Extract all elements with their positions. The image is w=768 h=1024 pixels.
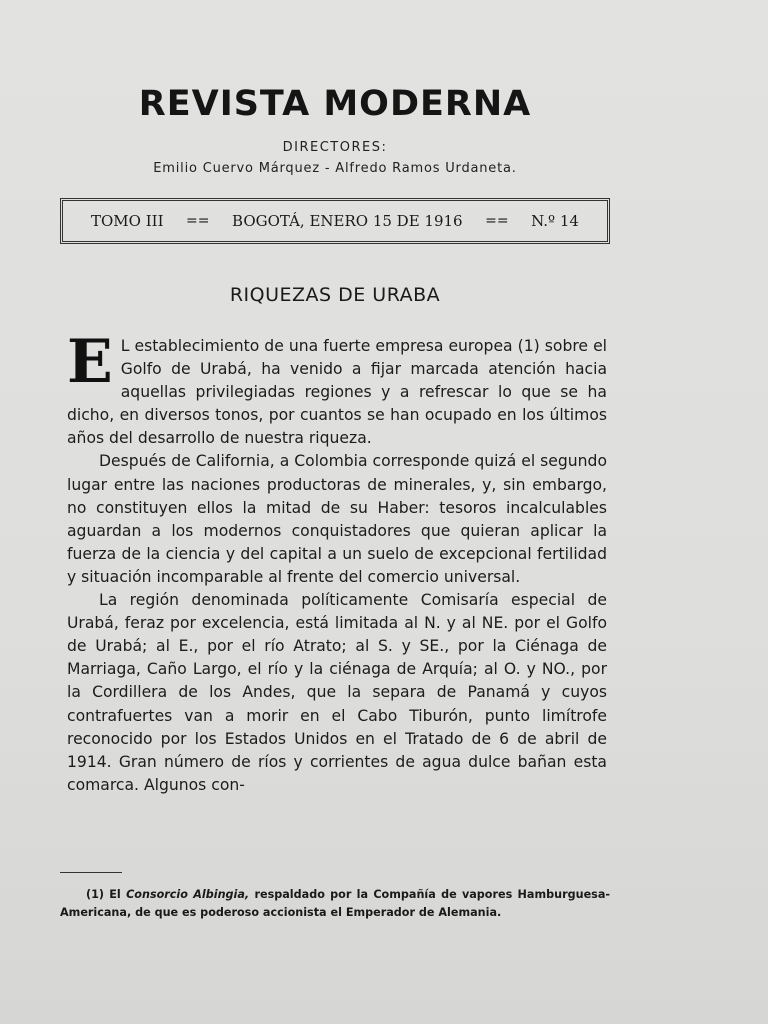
issue-info-box: [60, 198, 610, 244]
paragraph: [67, 327, 607, 450]
masthead: [60, 78, 610, 176]
paragraph: La región denominada políticamente Comisaría especial de Urabá, feraz por excelencia, está limitada al N. y al NE. por el Golfo de Urabá; al E., por el río Atrato; al S. y SE., por la Ciénaga de Marriaga, Caño Largo, el río y la ciénaga de Arquía; al O. y NO., por la Cordillera de los Andes, que la separa de Panamá y cuyos contrafuertes van a morir en el Cabo Tiburón, punto limítrofe reconocido por los Estados Unidos en el Tratado de 6 de abril de 1914. Gran número de ríos y corrientes de agua dulce bañan esta comarca. Algunos con-: [67, 591, 607, 794]
volume-label: TOMO III: [91, 212, 164, 230]
footnote: [60, 886, 610, 922]
article-body: [67, 327, 607, 797]
separator: ==: [186, 213, 210, 229]
paragraph: Después de California, a Colombia corresponde quizá el segundo lugar entre las naciones productoras de minerales, y, sin embargo, no constituyen ellos la mitad de su Haber: tesoros incalculables aguardan a los modernos conquistadores que quieran aplicar la fuerza de la ciencia y del capital a un suelo de excepcional fertilidad y situación incomparable al frente del comercio universal.: [67, 452, 607, 586]
place-date: BOGOTÁ, ENERO 15 DE 1916: [232, 212, 463, 230]
issue-number: N.º 14: [531, 212, 579, 230]
drop-cap: E: [67, 327, 113, 397]
magazine-title: REVISTA MODERNA: [138, 84, 532, 124]
footnote-italic: Consorcio Albingia,: [126, 888, 250, 901]
directors-label: DIRECTORES:: [282, 140, 388, 155]
article-title: RIQUEZAS DE URABA: [229, 284, 441, 306]
separator: ==: [485, 213, 509, 229]
footnote-divider: [60, 872, 122, 873]
footnote-text: respaldado por la Compañía de vapores Hamburguesa-Americana, de que es poderoso accionista el Emperador de Alemania.: [60, 888, 611, 919]
directors-names: Emilio Cuervo Márquez - Alfredo Ramos Urdaneta.: [153, 161, 517, 176]
footnote-marker: (1) El: [86, 888, 121, 901]
paragraph-text: L establecimiento de una fuerte empresa europea (1) sobre el Golfo de Urabá, ha venido a fijar marcada atención hacia aquellas privilegiadas regiones y a refrescar lo que se ha dicho, en diversos tonos, por cuantos se han ocupado en los últimos años del desarrollo de nuestra riqueza.: [67, 337, 607, 448]
